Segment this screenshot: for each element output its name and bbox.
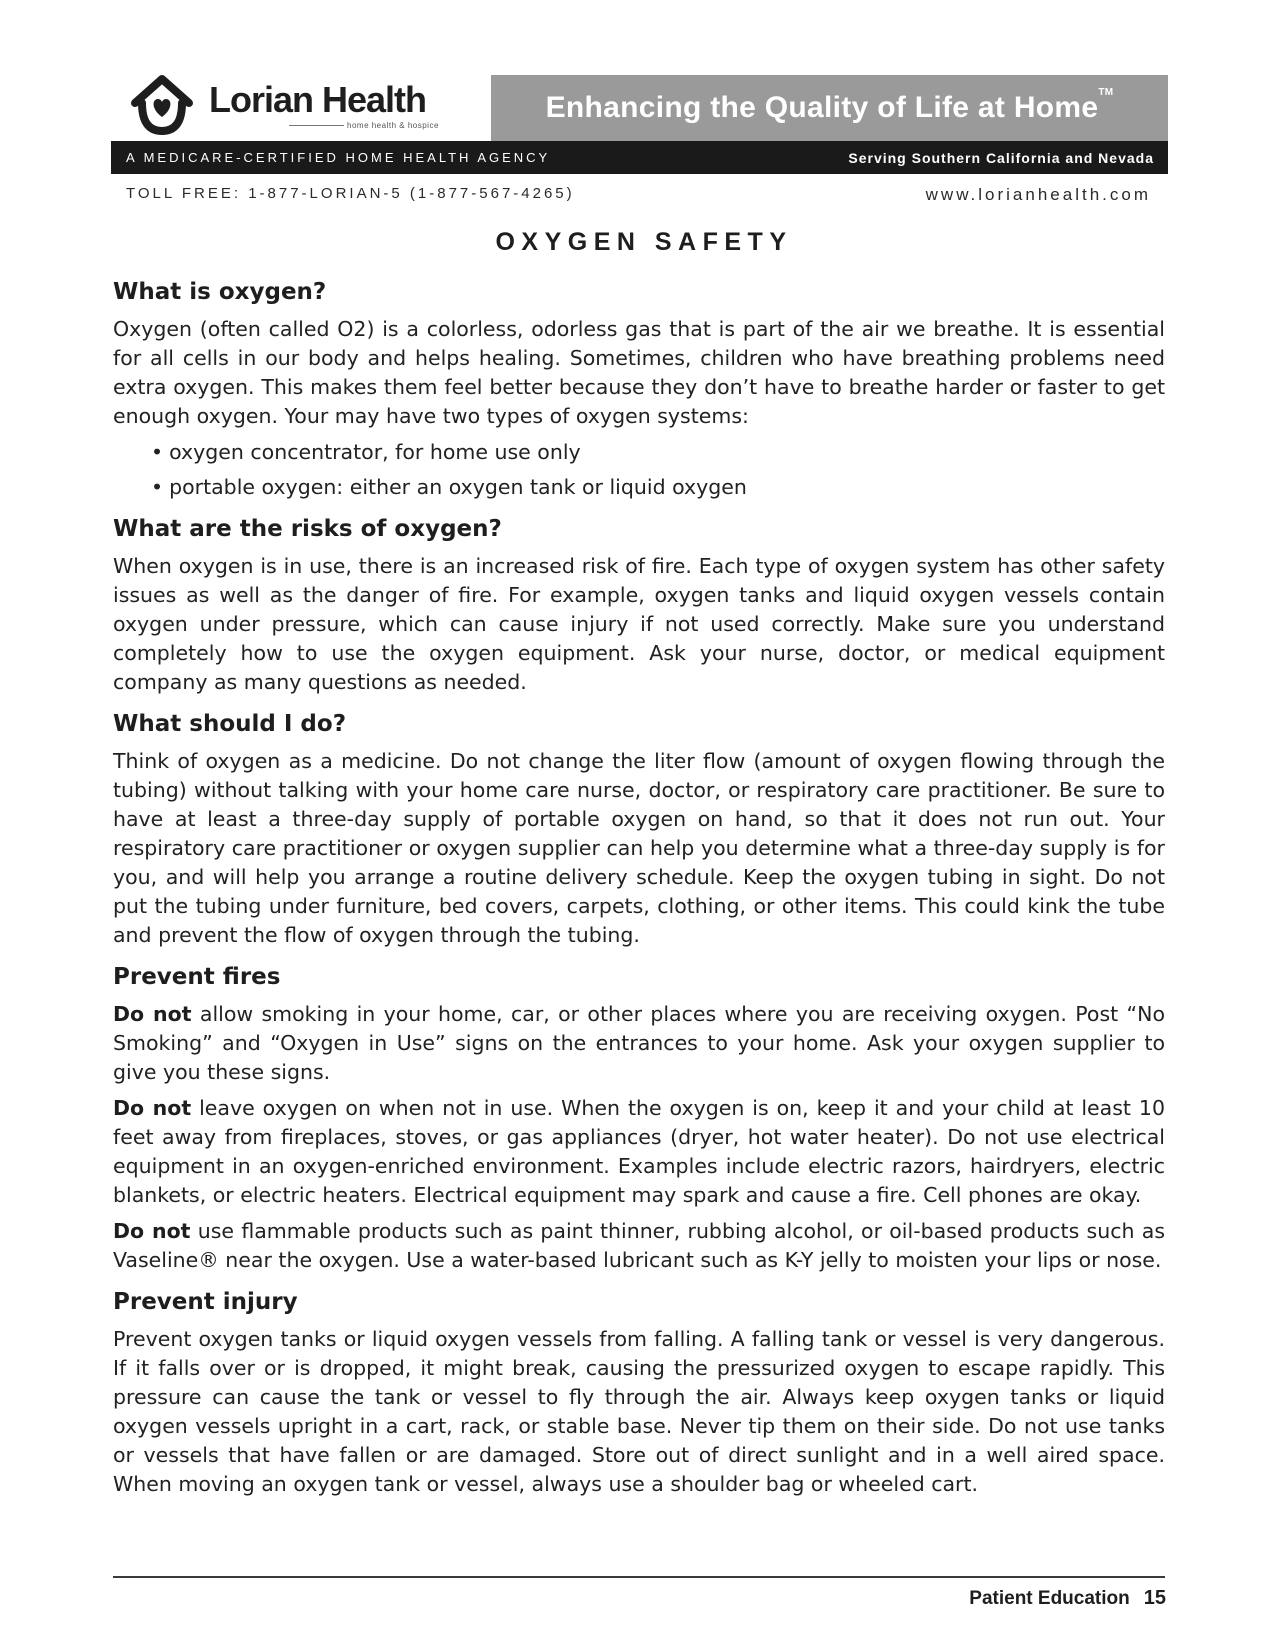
service-area: Serving Southern California and Nevada [848, 150, 1154, 166]
section-paragraph [113, 1094, 1165, 1210]
list-item: • oxygen concentrator, for home use only [151, 438, 1165, 467]
emphasis-do-not: Do not [113, 1219, 191, 1243]
page-number: 15 [1143, 1587, 1166, 1609]
page-footer [969, 1587, 1166, 1610]
section-heading: Prevent fires [113, 964, 281, 990]
paragraph-text: allow smoking in your home, car, or other places where you are receiving oxygen. Post “No Smoking” and “Oxygen in Use” signs on the entrances to your home. Ask your oxygen supplier to give you these signs. [113, 1002, 1166, 1084]
section-paragraph: When oxygen is in use, there is an increased risk of fire. Each type of oxygen system has other safety issues as well as the danger of fire. For example, oxygen tanks and liquid oxygen vessels contain oxygen under pressure, which can cause injury if not used correctly. Make sure you understand completely how to use the oxygen equipment. Ask your nurse, doctor, or medical equipment company as many questions as needed. [113, 554, 1165, 694]
toll-free-number: TOLL FREE: 1-877-LORIAN-5 (1-877-567-4265) [126, 185, 575, 202]
logo-subtext: home health & hospice [347, 121, 439, 130]
section-what-is-oxygen [113, 277, 1165, 502]
section-prevent-injury [113, 1287, 1165, 1499]
emphasis-do-not: Do not [113, 1096, 192, 1120]
section-risks [113, 514, 1165, 697]
paragraph-text: use flammable products such as paint thinner, rubbing alcohol, or oil-based products such as Vaseline® near the oxygen. Use a water-based lubricant such as K-Y jelly to moisten your lips or nose. [113, 1219, 1165, 1272]
oxygen-systems-list [113, 438, 1165, 502]
paragraph-text: leave oxygen on when not in use. When the oxygen is on, keep it and your child at least 10 feet away from fireplaces, stoves, or gas appliances (dryer, hot water heater). Do not use electrical equipment in an oxygen-enriched environment. Examples include electric razors, hairdryers, electric blankets, or electric heaters. Electrical equipment may spark and cause a fire. Cell phones are okay. [113, 1096, 1165, 1207]
section-paragraph: Think of oxygen as a medicine. Do not change the liter flow (amount of oxygen flowing through the tubing) without talking with your home care nurse, doctor, or respiratory care practitioner. Be sure to have at least a three-day supply of portable oxygen on hand, so that it does not run out. Your respiratory care practitioner or oxygen supplier can help you determine what a three-day supply is for you, and will help you arrange a routine delivery schedule. Keep the oxygen tubing in sight. Do not put the tubing under furniture, bed covers, carpets, clothing, or other items. This could kink the tube and prevent the flow of oxygen through the tubing. [113, 749, 1165, 947]
website-link[interactable]: www.lorianhealth.com [925, 185, 1151, 204]
page-title: OXYGEN SAFETY [495, 228, 793, 256]
agency-label: A MEDICARE-CERTIFIED HOME HEALTH AGENCY [126, 150, 551, 165]
tagline [545, 87, 1114, 125]
section-paragraph: Prevent oxygen tanks or liquid oxygen vessels from falling. A falling tank or vessel is very dangerous. If it falls over or is dropped, it might break, causing the pressurized oxygen to escape rapidly. This pressure can cause the tank or vessel to fly through the air. Always keep oxygen tanks or liquid oxygen vessels upright in a cart, rack, or stable base. Never tip them on their side. Do not use tanks or vessels that have fallen or are damaged. Store out of direct sunlight and in a well aired space. When moving an oxygen tank or vessel, always use a shoulder bag or wheeled cart. [113, 1327, 1165, 1496]
footer-label: Patient Education [969, 1588, 1130, 1609]
trademark-mark: TM [1098, 87, 1114, 98]
section-what-to-do [113, 709, 1165, 950]
logo-name: Lorian Health [209, 79, 427, 120]
section-paragraph [113, 1217, 1165, 1275]
section-heading: What are the risks of oxygen? [113, 516, 502, 542]
section-paragraph: Oxygen (often called O2) is a colorless, odorless gas that is part of the air we breathe. It is essential for all cells in our body and helps healing. Sometimes, children who have breathing problems need extra oxygen. This makes them feel better because they don’t have to breathe harder or faster to get enough oxygen. Your may have two types of oxygen systems: [113, 317, 1165, 428]
emphasis-do-not: Do not [113, 1002, 192, 1026]
section-paragraph [113, 1000, 1165, 1087]
agency-bar [111, 141, 1168, 174]
logo-divider [289, 125, 344, 126]
section-prevent-fires [113, 962, 1165, 1275]
section-heading: What should I do? [113, 711, 347, 737]
logo [129, 73, 469, 143]
footer-divider [113, 1576, 1165, 1578]
tagline-text: Enhancing the Quality of Life at Home [545, 91, 1099, 124]
document-body [113, 228, 1165, 1511]
home-heart-icon [129, 73, 195, 139]
section-heading: Prevent injury [113, 1289, 298, 1315]
tagline-banner [491, 75, 1168, 141]
section-heading: What is oxygen? [113, 279, 327, 305]
list-item: • portable oxygen: either an oxygen tank or liquid oxygen [151, 473, 1165, 502]
